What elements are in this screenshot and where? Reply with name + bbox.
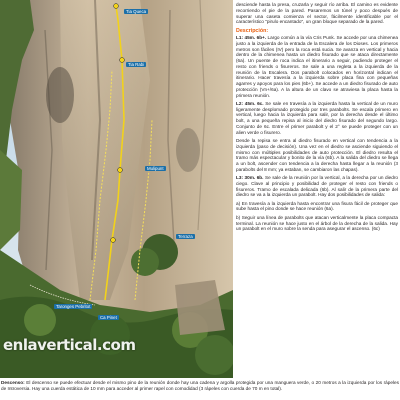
pitch-3-option-a: a) En travesía a la izquierda hasta encontrar una fisura fácil de proteger que sube hasta el pino donde se hace reunión (6a).	[236, 200, 398, 212]
route-label-mulipunt: Mulipunt	[147, 166, 164, 171]
route-description-column	[236, 2, 398, 378]
route-label-taronges-pebritot: Taronges Pebritot	[56, 304, 91, 309]
pitch-3-body: Se sale de la reunión por la vertical, a la derecha por un diedro ciego. Clave al principio y posibilidad de proteger el resto con friends o fisureros. Tramo de escalada delicada (6b). Al salir de la primera parte del diedro se va a la izquierda un parabolt. Hay dos posibilidades de salida:	[236, 175, 398, 198]
route-label-terraza: Terraza	[178, 234, 193, 239]
pitch-3-paragraph	[236, 175, 398, 198]
descent-body: El descenso se puede efectuar desde el mismo pino de la reunión donde hay una cadena y argolla protegida por una manguera verde, o 20 metros a la izquierda por los rápeles de Introversia. Hay una cuerda estática de 10 mm para acceder al primer rapel con comodidad (3 rápeles con cuerda de 70 m en total).	[1, 380, 399, 391]
route-label-ca-pinet: Ca Pinet	[100, 315, 117, 320]
pitch-1-body: Largo común a la vía Cris Punk. Se accede por una chimenea justo a la izquierda de la entrada de la Escalera de los Dioses. Los primeros metros son fáciles (IV) pero la roca está sucia. Se avanza en vertical y hacia dentro de la chimenea hasta un diedro fisurado que se ataca directamente (6a). Un puente de roca indica el itinerario a seguir, pudiendo proteger el resto con friends o fisureros. Se sale a una regleta a la izquierda de la reunión de la Escalera. Dos parabolt colocados en horizontal indican el itinerario. Hacer travesía a la izquierda sobre placa fina con pequeñas agarres y apoyos para los pies (6b+). Se accede a un diedro fisurado de auto protección (Vn+/6a). A la altura de un clavo se atraviesa la placa hasta la primera reunión.	[236, 35, 398, 98]
pitch-3-option-b: b) Seguir una línea de parabolts que atacan verticalmente la placa compacta terminal. La reunión se hace justo en el árbol de la derecha de la salida. Hay un parabolt en el muro sobre la senda para asegurar el ascenso. (6c)	[236, 214, 398, 232]
route-label-tia-rabi: Tia Rabi	[128, 62, 145, 67]
pitch-1-lead: L1: 45m. 6b+.	[236, 35, 267, 41]
pitch-1-paragraph	[236, 35, 398, 98]
pitch-2-paragraph	[236, 101, 398, 136]
descent-paragraph	[0, 380, 400, 400]
pitch-2-continued: Desde la repisa se entra al diedro fisurado en vertical con tendencia a la izquierda (paso de decisión). Una vez en el diedro se asciende siguiendo el mismo con múltiples posibilidades de auto protección. El diedro resulta el tramo más espectacular y bonito de la vía (6b). A la salida del diedro se llega a un bolt, ascender con tendencia a la derecha hasta llegar a la reunión (3 parabolts del 8 mm; ya estaban, se cambiaron las chapas).	[236, 138, 398, 172]
pitch-2-body: Se sale en travesía a la izquierda hasta la vertical de un muro ligeramente desplomado protegido por tres parabolts. Se escala primero en vertical, luego hacia la izquierda para salir, por la derecha desde el último bolt, a una pequeña repisa al inicio del diedro fisurado del segundo largo. Conjunto de 6c. Entre el primer parabolt y el 2° se puede proteger con un alien verde o fisurero.	[236, 100, 398, 135]
pitch-2-lead: L2: 45m. 6c.	[236, 100, 264, 106]
route-label-tia-queca: Tia Queca	[126, 9, 147, 14]
descent-lead: Descenso:	[1, 380, 25, 385]
approach-paragraph: desciende hasta la presa, cruzarla y seguir río arriba. El camino es evidente recorriendo el pie de la pared. Pasaremos un túnel y poco después de superar una caseta comienza el sector, fácilmente identificable por el característico "pirulo encantado", un gran bloque separado de la pared.	[236, 2, 398, 25]
description-heading: Descripción:	[236, 27, 269, 34]
pitch-3-lead: L3: 30m. 6b.	[236, 175, 264, 181]
site-watermark: enlavertical.com	[3, 336, 136, 354]
